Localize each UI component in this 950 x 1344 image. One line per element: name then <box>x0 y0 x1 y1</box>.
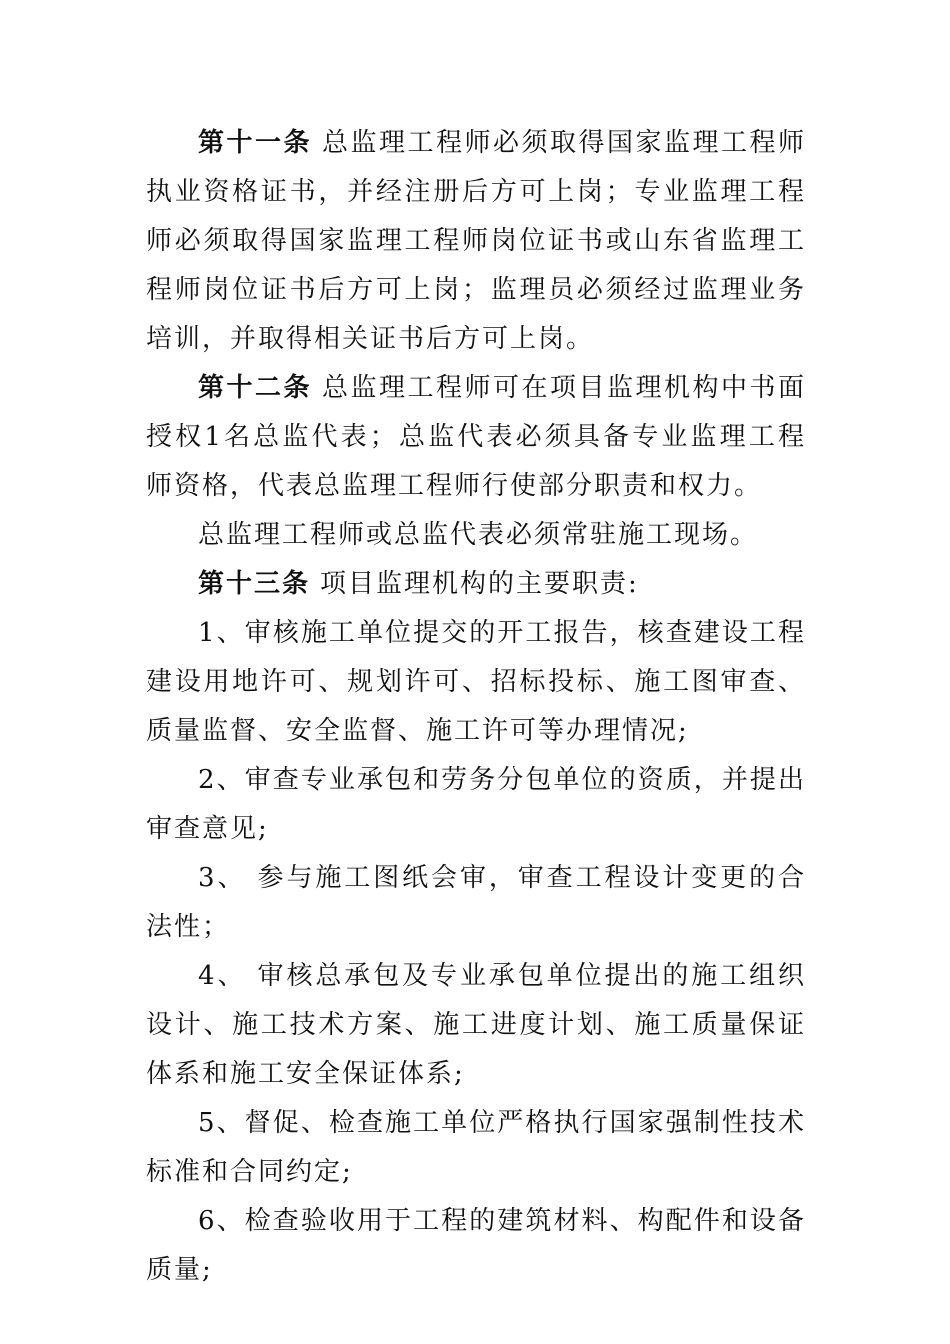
duty-item-6: 6、检查验收用于工程的建筑材料、构配件和设备质量; <box>146 1206 806 1285</box>
document-body <box>146 119 806 1295</box>
duty-item-4: 4、 审核总承包及专业承包单位提出的施工组织设计、施工技术方案、施工进度计划、施工质量保证体系和施工安全保证体系; <box>146 961 806 1089</box>
article-13-text: 项目监理机构的主要职责: <box>320 569 639 599</box>
article-12-text: 总监理工程师可在项目监理机构中书面授权1名总监代表；总监代表必须具备专业监理工程师资格，代表总监理工程师行使部分职责和权力。 <box>146 373 806 501</box>
duty-item-2: 2、审查专业承包和劳务分包单位的资质，并提出审查意见; <box>146 765 806 844</box>
resident-note-paragraph: 总监理工程师或总监代表必须常驻施工现场。 <box>198 520 759 550</box>
article-12-heading: 第十二条 <box>198 373 312 403</box>
duty-item-1: 1、审核施工单位提交的开工报告，核查建设工程建设用地许可、规划许可、招标投标、施工图审查、质量监督、安全监督、施工许可等办理情况; <box>146 618 806 746</box>
article-13-paragraph <box>146 560 806 609</box>
article-13-heading: 第十三条 <box>198 569 311 599</box>
duty-item-3: 3、 参与施工图纸会审，审查工程设计变更的合法性； <box>146 863 806 942</box>
article-11-paragraph <box>146 119 806 364</box>
duty-item-5: 5、督促、检查施工单位严格执行国家强制性技术标准和合同约定; <box>146 1108 806 1187</box>
article-12-paragraph <box>146 364 806 511</box>
article-11-text: 总监理工程师必须取得国家监理工程师执业资格证书，并经注册后方可上岗；专业监理工程师必须取得国家监理工程师岗位证书或山东省监理工程师岗位证书后方可上岗；监理员必须经过监理业务培训，并取得相关证书后方可上岗。 <box>146 128 806 354</box>
article-11-heading: 第十一条 <box>198 128 312 158</box>
